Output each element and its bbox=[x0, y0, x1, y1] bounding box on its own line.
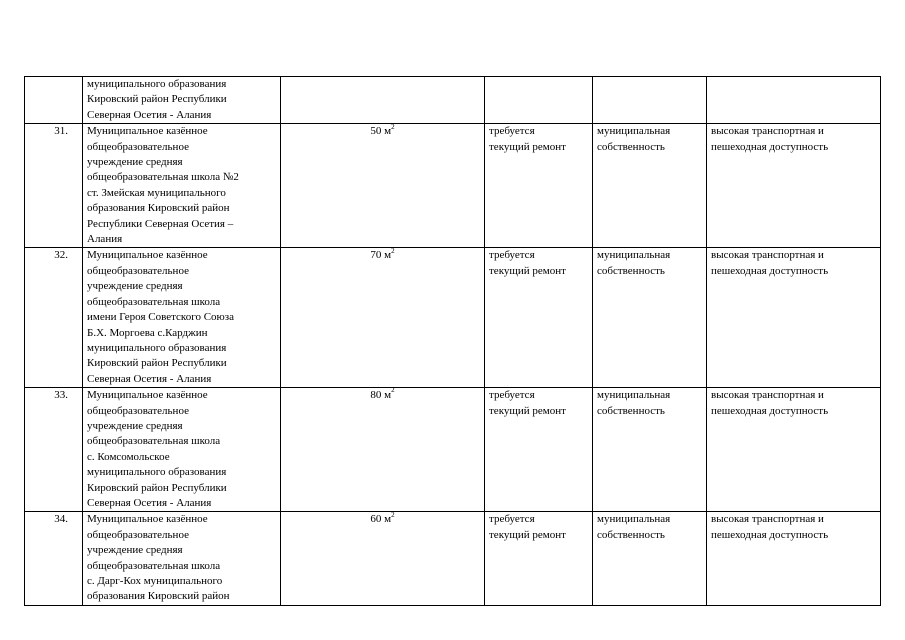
condition-line: требуется bbox=[489, 249, 535, 262]
ownership-line: собственность bbox=[597, 528, 665, 541]
ownership-line: муниципальная bbox=[597, 389, 671, 402]
row-number bbox=[25, 77, 83, 124]
table-row bbox=[25, 124, 881, 248]
note-cell bbox=[707, 388, 881, 512]
area-exponent: 2 bbox=[391, 511, 395, 519]
institution-name-line: Муниципальное казённое bbox=[87, 389, 208, 402]
row-number: 34. bbox=[25, 512, 83, 605]
institution-name-line: с. Дарг-Кох муниципального bbox=[87, 575, 223, 587]
institution-name-line: общеобразовательное bbox=[87, 528, 189, 541]
ownership-cell bbox=[593, 124, 707, 248]
institution-name-line: Муниципальное казённое bbox=[87, 125, 208, 138]
note-cell bbox=[707, 77, 881, 124]
institution-name-line: Муниципальное казённое bbox=[87, 513, 208, 526]
condition-cell bbox=[485, 388, 593, 512]
institution-name-line: общеобразовательное bbox=[87, 140, 189, 153]
institution-name-line: учреждение средняя bbox=[87, 419, 183, 432]
ownership-line: собственность bbox=[597, 264, 665, 277]
institution-name-line: муниципального образования bbox=[87, 341, 227, 354]
table-row bbox=[25, 248, 881, 388]
institution-name-line: общеобразовательная школа bbox=[87, 559, 221, 572]
ownership-cell bbox=[593, 512, 707, 605]
institution-name-line: общеобразовательная школа bbox=[87, 435, 221, 448]
institution-name-line: муниципального образования bbox=[87, 466, 227, 479]
institution-name-line: учреждение средняя bbox=[87, 156, 183, 169]
table-row bbox=[25, 388, 881, 512]
institution-name bbox=[83, 248, 281, 388]
condition-line: текущий ремонт bbox=[489, 404, 566, 417]
ownership-cell bbox=[593, 77, 707, 124]
note-line: высокая транспортная и bbox=[711, 513, 824, 526]
institution-name-line: Республики Северная Осетия – bbox=[87, 217, 234, 230]
institution-name-line: Алания bbox=[87, 233, 123, 246]
table-row bbox=[25, 512, 881, 605]
ownership-cell bbox=[593, 388, 707, 512]
institution-name-line: Кировский район Республики bbox=[87, 357, 227, 370]
row-number: 32. bbox=[25, 248, 83, 388]
condition-line: требуется bbox=[489, 125, 535, 138]
institution-name bbox=[83, 512, 281, 605]
condition-cell bbox=[485, 124, 593, 248]
institution-name-line: учреждение средняя bbox=[87, 280, 183, 293]
area-cell bbox=[281, 124, 485, 248]
institution-name-line: имени Героя Советского Союза bbox=[87, 311, 234, 324]
condition-line: текущий ремонт bbox=[489, 264, 566, 277]
institution-name-line: Кировский район Республики bbox=[87, 93, 227, 106]
institution-name bbox=[83, 124, 281, 248]
condition-cell bbox=[485, 77, 593, 124]
area-cell bbox=[281, 388, 485, 512]
note-line: пешеходная доступность bbox=[711, 264, 829, 277]
institution-name-line: учреждение средняя bbox=[87, 544, 183, 557]
institution-name-line: общеобразовательная школа bbox=[87, 295, 221, 308]
ownership-line: муниципальная bbox=[597, 513, 671, 526]
institution-name-line: общеобразовательное bbox=[87, 264, 189, 277]
institution-name-line: ст. Змейская муниципального bbox=[87, 186, 226, 199]
row-number: 31. bbox=[25, 124, 83, 248]
ownership-line: собственность bbox=[597, 404, 665, 417]
note-line: пешеходная доступность bbox=[711, 404, 829, 417]
row-number: 33. bbox=[25, 388, 83, 512]
institution-name bbox=[83, 77, 281, 124]
facilities-table bbox=[24, 76, 881, 606]
note-cell bbox=[707, 512, 881, 605]
note-cell bbox=[707, 248, 881, 388]
facilities-table-body bbox=[25, 77, 881, 606]
institution-name-line: Северная Осетия - Алания bbox=[87, 372, 212, 385]
institution-name-line: общеобразовательная школа №2 bbox=[87, 171, 239, 184]
note-line: высокая транспортная и bbox=[711, 125, 824, 138]
institution-name-line: с. Комсомольское bbox=[87, 450, 170, 463]
institution-name-line: Б.Х. Моргоева с.Карджин bbox=[87, 326, 208, 339]
area-value: 70 м bbox=[370, 249, 392, 262]
institution-name bbox=[83, 388, 281, 512]
area-value: 60 м bbox=[370, 513, 392, 526]
ownership-line: собственность bbox=[597, 140, 665, 153]
institution-name-line: образования Кировский район bbox=[87, 202, 230, 215]
ownership-line: муниципальная bbox=[597, 249, 671, 262]
area-cell bbox=[281, 512, 485, 605]
note-line: пешеходная доступность bbox=[711, 528, 829, 541]
area-exponent: 2 bbox=[391, 387, 395, 395]
condition-cell bbox=[485, 512, 593, 605]
institution-name-line: Северная Осетия - Алания bbox=[87, 108, 212, 121]
note-line: высокая транспортная и bbox=[711, 249, 824, 262]
note-line: высокая транспортная и bbox=[711, 389, 824, 402]
area-value: 80 м bbox=[370, 389, 392, 402]
condition-line: текущий ремонт bbox=[489, 528, 566, 541]
institution-name-line: общеобразовательное bbox=[87, 404, 189, 417]
condition-line: требуется bbox=[489, 389, 535, 402]
table-row bbox=[25, 77, 881, 124]
institution-name-line: муниципального образования bbox=[87, 78, 227, 90]
condition-line: требуется bbox=[489, 513, 535, 526]
area-exponent: 2 bbox=[391, 123, 395, 131]
institution-name-line: Кировский район Республики bbox=[87, 481, 227, 494]
area-value: 50 м bbox=[370, 125, 392, 138]
area-cell bbox=[281, 248, 485, 388]
area-cell bbox=[281, 77, 485, 124]
area-exponent: 2 bbox=[391, 247, 395, 255]
institution-name-line: Муниципальное казённое bbox=[87, 249, 208, 262]
note-cell bbox=[707, 124, 881, 248]
institution-name-line: Северная Осетия - Алания bbox=[87, 496, 212, 509]
condition-cell bbox=[485, 248, 593, 388]
note-line: пешеходная доступность bbox=[711, 140, 829, 153]
ownership-line: муниципальная bbox=[597, 125, 671, 138]
ownership-cell bbox=[593, 248, 707, 388]
institution-name-line: образования Кировский район bbox=[87, 590, 230, 603]
condition-line: текущий ремонт bbox=[489, 140, 566, 153]
